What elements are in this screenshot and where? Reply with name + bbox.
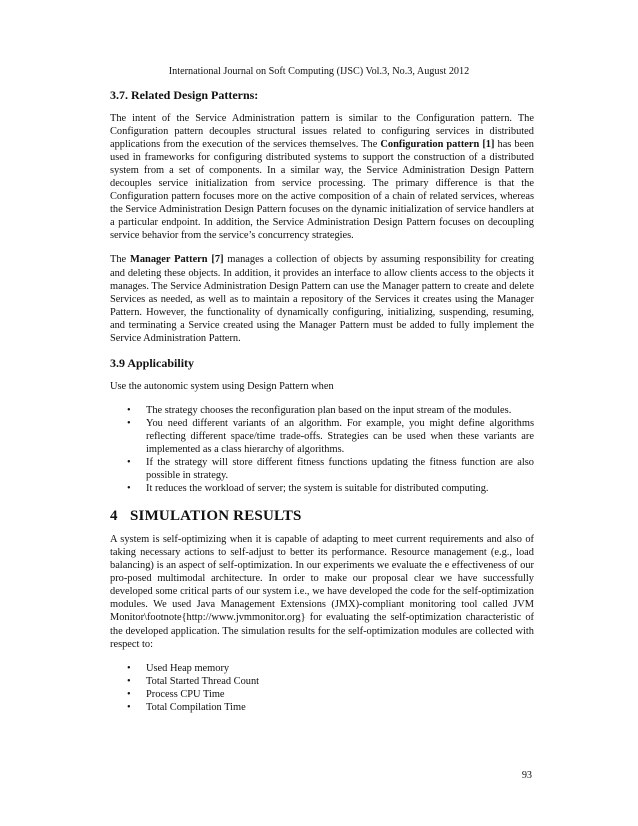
section-heading-applicability: 3.9 Applicability xyxy=(110,355,195,370)
list-item-text: It reduces the workload of server; the system is suitable for distributed computing. xyxy=(146,483,489,495)
list-item-text: Total Compilation Time xyxy=(146,701,246,713)
bullet-icon: • xyxy=(127,662,131,674)
list-item xyxy=(127,675,534,688)
bullet-icon: • xyxy=(127,701,131,713)
list-item xyxy=(127,701,534,714)
section-number: 4 xyxy=(110,508,118,525)
list-item-text: The strategy chooses the reconfiguration plan based on the input stream of the modules. xyxy=(146,404,512,416)
section-title: SIMULATION RESULTS xyxy=(130,508,302,525)
list-item xyxy=(127,417,534,456)
list-item xyxy=(127,404,534,417)
list-item-text: Process CPU Time xyxy=(146,688,225,700)
page-content xyxy=(110,88,534,726)
simulation-metrics-list xyxy=(110,662,534,714)
paragraph-configuration-pattern xyxy=(110,112,534,242)
list-item-text: Total Started Thread Count xyxy=(146,675,260,687)
list-item xyxy=(127,482,534,495)
list-item-text: If the strategy will store different fitness functions updating the fitness function are also possible in strategy. xyxy=(146,457,534,482)
page-number: 93 xyxy=(521,770,532,781)
section-heading-simulation-results xyxy=(110,507,534,525)
applicability-list xyxy=(110,404,534,495)
paragraph-simulation-results: A system is self-optimizing when it is capable of adapting to meet current requirements and also of taking necessary actions to self-adjust to better its performance. Resource management (e.g., load balancing) is an aspect of self-optimization. In our experiments we evaluate the e effectiveness of our pro-posed multimodal architecture. In order to make our proposal clear we have successfully developed some critical parts of our system i.e., we have developed the code for the self-optimization modules. We used Java Management Extensions (JMX)-compliant monitoring tool called JVM Monitor\footnote{http://www.jvmmonitor.org} for evaluating the self-optimization characteristic of the developed application. The simulation results for the self-optimization modules are collected with respect to: xyxy=(110,534,534,650)
list-item xyxy=(127,688,534,701)
bullet-icon: • xyxy=(127,483,131,495)
list-item-text: Used Heap memory xyxy=(146,662,230,674)
text-span: The xyxy=(110,254,131,266)
bullet-icon: • xyxy=(127,417,131,429)
bullet-icon: • xyxy=(127,404,131,416)
list-item xyxy=(127,456,534,482)
paragraph-manager-pattern xyxy=(110,253,534,344)
bullet-icon: • xyxy=(127,457,131,469)
bullet-icon: • xyxy=(127,675,131,687)
list-item xyxy=(127,662,534,675)
paragraph-applicability-intro: Use the autonomic system using Design Pattern when xyxy=(110,380,334,392)
text-span: The intent of the Service Administration pattern is similar to the Configuration pattern. The Configuration pattern decouples structural issues related to configuring services in distributed applications from the execution of the services themselves. The xyxy=(110,113,534,151)
running-header: International Journal on Soft Computing (IJSC) Vol.3, No.3, August 2012 xyxy=(168,66,470,77)
bold-reference: Manager Pattern [7] xyxy=(130,254,224,266)
bullet-icon: • xyxy=(127,688,131,700)
list-item-text: You need different variants of an algorithm. For example, you might define algorithms reflecting different space/time trade-offs. Strategies can be used when these variants are implemented as a class hierarchy of algorithms. xyxy=(146,417,534,455)
text-span: manages a collection of objects by assuming responsibility for creating and deleting these objects. In addition, it provides an interface to allow clients access to the objects it manages. The Service Administration Design Pattern can use the Manager pattern to create and delete Services as needed, as well as to maintain a repository of the Services it creates using the Manager Pattern. However, the functionality of dynamically configuring, initializing, suspending, resuming, and terminating a Service created using the Manager Pattern must be added to fully implement the Service Administration Pattern. xyxy=(110,254,534,344)
section-heading-related-design-patterns: 3.7. Related Design Patterns: xyxy=(110,88,259,102)
bold-reference: Configuration pattern [1] xyxy=(380,139,495,151)
text-span: has been used in frameworks for configuring distributed systems to support the construction of a distributed system from a set of components. In a similar way, the Service Administration Design Pattern decouples service initialization from service processing. The primary difference is that the Configuration pattern focuses more on the active composition of a chain of related services, whereas the Service Administration Design Pattern focuses on the dynamic initialization of service handlers at a particular endpoint. In addition, the Service Administration Design Pattern focuses on decoupling service behavior from the service’s concurrency strategies. xyxy=(110,139,535,242)
